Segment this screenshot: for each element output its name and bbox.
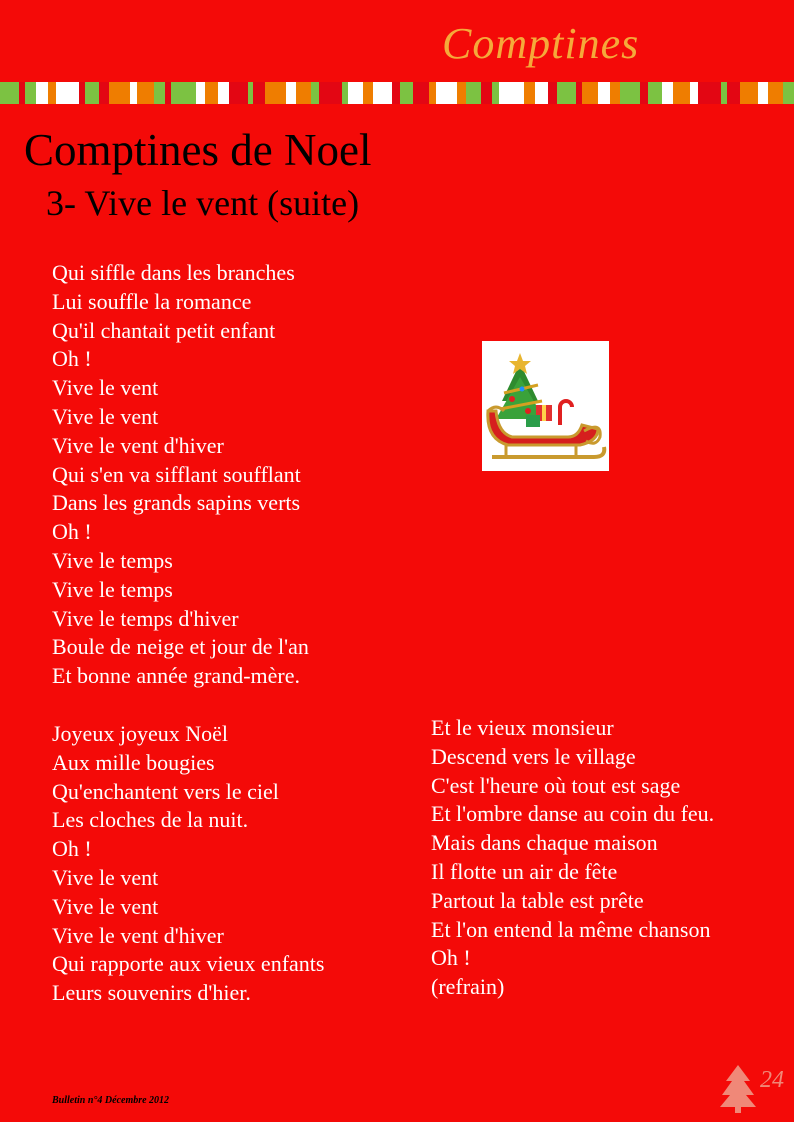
stripe-segment	[524, 82, 534, 104]
stripe-segment	[229, 82, 248, 104]
stripe-segment	[457, 82, 466, 104]
stripe-segment	[727, 82, 740, 104]
stripe-segment	[348, 82, 363, 104]
stripe-segment	[319, 82, 342, 104]
stripe-segment	[548, 82, 556, 104]
verse-line: Leurs souvenirs d'hier.	[52, 980, 251, 1006]
stripe-segment	[582, 82, 598, 104]
stripe-segment	[413, 82, 430, 104]
stripe-segment	[196, 82, 204, 104]
verse-line: Boule de neige et jour de l'an	[52, 634, 309, 660]
stripe-segment	[648, 82, 663, 104]
verse-line: (refrain)	[431, 974, 505, 1000]
stripe-segment	[205, 82, 219, 104]
verse-line: Qu'il chantait petit enfant	[52, 317, 276, 343]
stripe-segment	[286, 82, 295, 104]
stripe-segment	[662, 82, 672, 104]
stripe-segment	[265, 82, 286, 104]
verse-line: Et bonne année grand-mère.	[52, 663, 300, 689]
verse-line: Vive le vent	[52, 403, 159, 429]
verse-line: Il flotte un air de fête	[431, 858, 618, 884]
verse-line: Vive le vent	[52, 864, 159, 890]
stripe-segment	[130, 82, 137, 104]
verse-line: Oh !	[52, 836, 92, 862]
stripe-segment	[363, 82, 373, 104]
stripe-segment	[466, 82, 481, 104]
stripe-segment	[557, 82, 576, 104]
stripe-segment	[85, 82, 100, 104]
verse-line: Vive le vent d'hiver	[52, 922, 224, 948]
verse-line: Aux mille bougies	[52, 749, 215, 775]
verse-line: Oh !	[52, 519, 92, 545]
stripe-segment	[698, 82, 721, 104]
verse-line: Et l'ombre danse au coin du feu.	[431, 801, 715, 827]
page-number: 24	[760, 1067, 784, 1093]
stripe-segment	[610, 82, 619, 104]
verse-line: Oh !	[52, 346, 92, 372]
verse-third	[431, 714, 714, 1002]
verse-line: Vive le vent	[52, 893, 159, 919]
stripe-segment	[758, 82, 767, 104]
stripe-segment	[99, 82, 108, 104]
stripe-segment	[48, 82, 56, 104]
decorative-stripe	[0, 82, 794, 104]
stripe-segment	[620, 82, 641, 104]
stripe-segment	[740, 82, 759, 104]
stripe-segment	[400, 82, 413, 104]
stripe-segment	[373, 82, 392, 104]
stripe-segment	[481, 82, 492, 104]
verse-line: Oh !	[431, 945, 471, 971]
stripe-segment	[311, 82, 318, 104]
verse-line: Mais dans chaque maison	[431, 830, 658, 856]
fir-tree-icon	[718, 1063, 758, 1113]
verse-line: Vive le temps	[52, 547, 173, 573]
stripe-segment	[154, 82, 165, 104]
verse-line: Vive le vent	[52, 375, 159, 401]
stripe-segment	[25, 82, 35, 104]
verse-line: Partout la table est prête	[431, 887, 644, 913]
stripe-segment	[296, 82, 312, 104]
verse-line: Lui souffle la romance	[52, 288, 252, 314]
stripe-segment	[109, 82, 130, 104]
verse-line: Et le vieux monsieur	[431, 715, 614, 740]
verse-line: Et l'on entend la même chanson	[431, 916, 711, 942]
stripe-segment	[499, 82, 524, 104]
verse-first	[52, 259, 309, 691]
verse-line: Descend vers le village	[431, 743, 636, 769]
stripe-segment	[690, 82, 698, 104]
verse-line: Qui rapporte aux vieux enfants	[52, 951, 325, 977]
stripe-segment	[392, 82, 400, 104]
verse-line: Vive le temps	[52, 576, 173, 602]
header-title: Comptines	[442, 19, 640, 68]
verse-line: Joyeux joyeux Noël	[52, 721, 228, 746]
verse-line: Vive le vent d'hiver	[52, 432, 224, 458]
stripe-segment	[436, 82, 457, 104]
page-title: Comptines de Noel	[24, 125, 372, 175]
verse-line: Vive le temps d'hiver	[52, 605, 239, 631]
song-subtitle: 3- Vive le vent (suite)	[46, 183, 360, 223]
stripe-segment	[768, 82, 783, 104]
stripe-segment	[783, 82, 794, 104]
stripe-segment	[535, 82, 549, 104]
verse-line: Qui siffle dans les branches	[52, 260, 295, 285]
stripe-segment	[56, 82, 79, 104]
verse-line: Qui s'en va sifflant soufflant	[52, 461, 301, 487]
verse-line: Les cloches de la nuit.	[52, 807, 249, 833]
stripe-segment	[640, 82, 647, 104]
stripe-segment	[492, 82, 499, 104]
stripe-segment	[218, 82, 228, 104]
verse-second	[52, 720, 324, 1008]
stripe-segment	[253, 82, 266, 104]
stripe-segment	[673, 82, 690, 104]
stripe-segment	[36, 82, 49, 104]
verse-line: Dans les grands sapins verts	[52, 490, 301, 516]
bulletin-footer: Bulletin n°4 Décembre 2012	[52, 1095, 170, 1106]
stripe-segment	[137, 82, 154, 104]
stripe-segment	[171, 82, 196, 104]
stripe-segment	[0, 82, 19, 104]
stripe-segment	[598, 82, 611, 104]
verse-line: C'est l'heure où tout est sage	[431, 772, 681, 798]
christmas-sleigh-icon	[482, 341, 609, 471]
verse-line: Qu'enchantent vers le ciel	[52, 778, 279, 804]
